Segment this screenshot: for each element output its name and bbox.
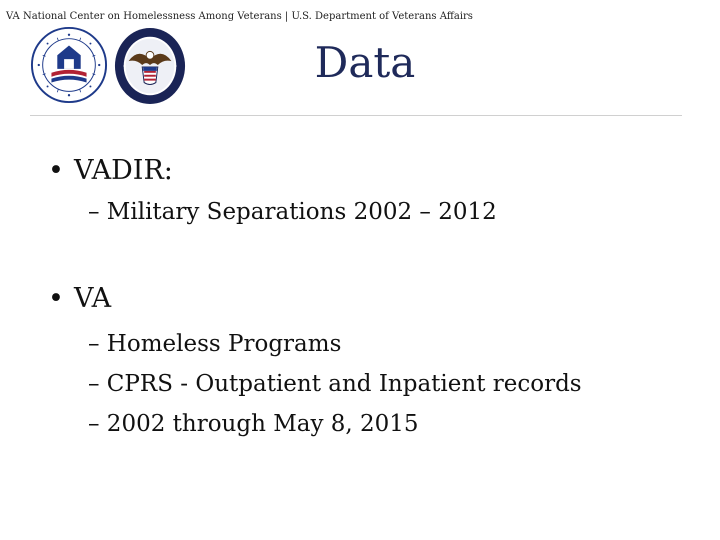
bullet-dot-icon: •	[48, 155, 64, 186]
va-seal-icon	[113, 26, 187, 106]
subitem-homeless-programs: – Homeless Programs	[88, 331, 342, 357]
title-divider	[30, 115, 682, 116]
subitem-date-range: – 2002 through May 8, 2015	[88, 411, 419, 437]
bullet-vadir	[48, 155, 173, 187]
slide-title: Data	[314, 38, 416, 87]
bullet-va	[48, 283, 111, 315]
bullet-label: VADIR:	[74, 155, 173, 186]
subitem-cprs-records: – CPRS - Outpatient and Inpatient records	[88, 371, 582, 397]
bullet-dot-icon: •	[48, 283, 64, 314]
subitem-military-separations: – Military Separations 2002 – 2012	[88, 199, 497, 225]
header-text: VA National Center on Homelessness Among Veterans | U.S. Department of Veterans Affairs	[6, 11, 473, 22]
bullet-label: VA	[74, 283, 112, 314]
national-center-homelessness-seal-icon	[30, 26, 108, 104]
